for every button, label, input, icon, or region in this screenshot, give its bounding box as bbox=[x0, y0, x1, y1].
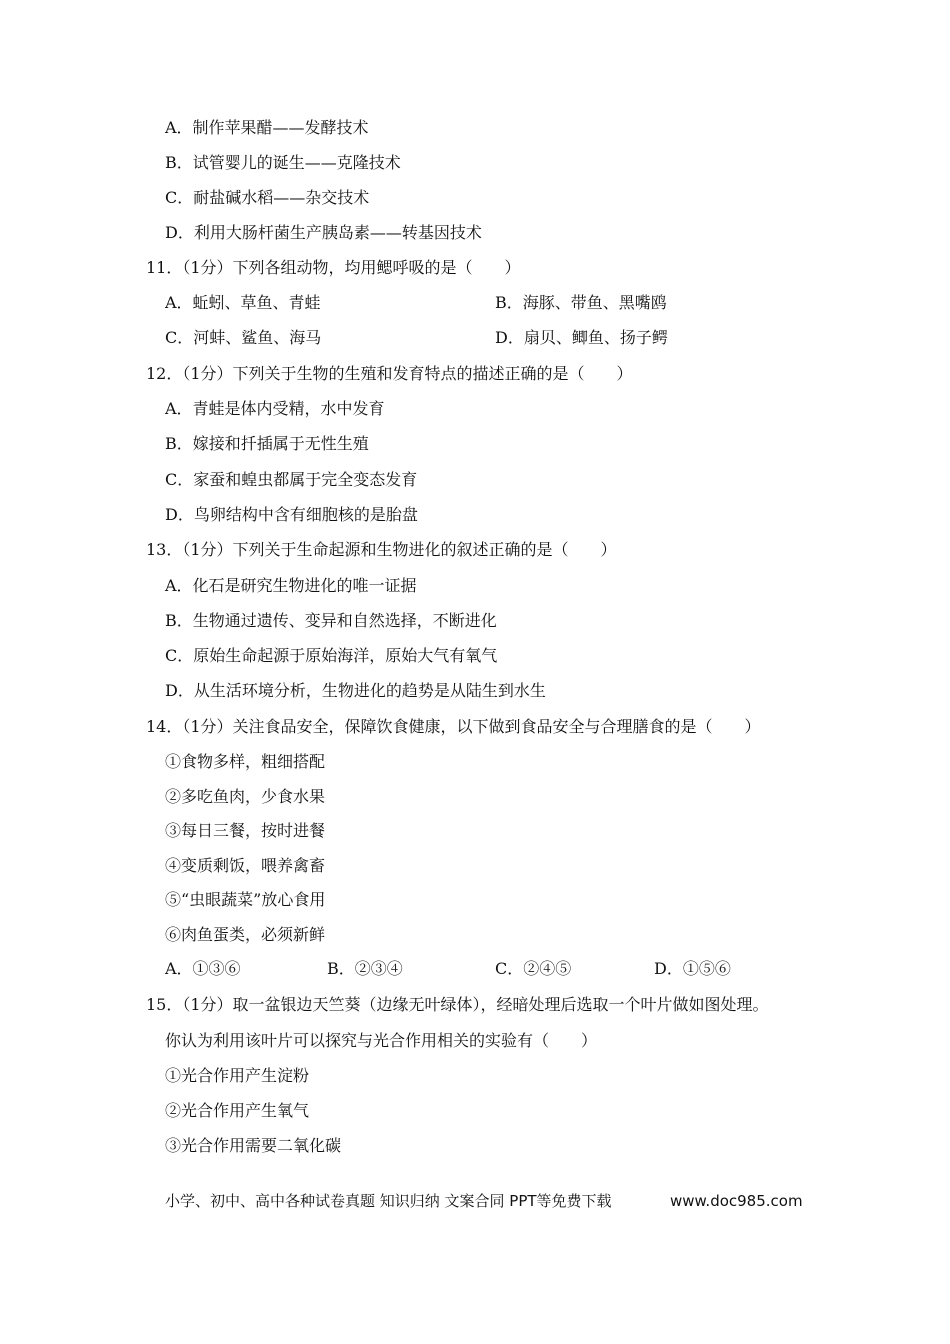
q13-stem: 13．（1分）下列关于生命起源和生物进化的叙述正确的是（ ） bbox=[146, 540, 617, 559]
q10-option-b: B．试管婴儿的诞生——克隆技术 bbox=[165, 153, 401, 172]
q12-stem: 12．（1分）下列关于生物的生殖和发育特点的描述正确的是（ ） bbox=[146, 364, 633, 383]
q14-item: ⑥肉鱼蛋类，必须新鲜 bbox=[165, 925, 326, 944]
q10-option-c: C．耐盐碱水稻——杂交技术 bbox=[165, 188, 370, 207]
q15-stem-line1: 15．（1分）取一盆银边天竺葵（边缘无叶绿体），经暗处理后选取一个叶片做如图处理。 bbox=[146, 995, 769, 1014]
q14-stem: 14．（1分）关注食品安全，保障饮食健康，以下做到食品安全与合理膳食的是（ ） bbox=[146, 717, 761, 736]
q14-item: ④变质剩饭，喂养禽畜 bbox=[165, 856, 326, 875]
q14-option-c: C．②④⑤ bbox=[495, 959, 572, 978]
q14-item: ⑤“虫眼蔬菜”放心食用 bbox=[165, 890, 326, 909]
q14-option-d: D．①⑤⑥ bbox=[654, 959, 731, 978]
q15-item: ②光合作用产生氧气 bbox=[165, 1101, 310, 1120]
q15-stem-line2: 你认为利用该叶片可以探究与光合作用相关的实验有（ ） bbox=[165, 1031, 598, 1050]
q15-item: ①光合作用产生淀粉 bbox=[165, 1066, 310, 1085]
q14-item: ②多吃鱼肉，少食水果 bbox=[165, 787, 326, 806]
q11-stem: 11．（1分）下列各组动物，均用鳃呼吸的是（ ） bbox=[146, 258, 521, 277]
footer-text: 小学、初中、高中各种试卷真题 知识归纳 文案合同 PPT等免费下载 bbox=[165, 1192, 612, 1210]
q10-option-d: D．利用大肠杆菌生产胰岛素——转基因技术 bbox=[165, 223, 482, 242]
q14-item: ①食物多样，粗细搭配 bbox=[165, 752, 326, 771]
q12-option-a: A．青蛙是体内受精，水中发育 bbox=[165, 399, 385, 418]
q13-option-b: B．生物通过遗传、变异和自然选择，不断进化 bbox=[165, 611, 497, 630]
q14-option-a: A．①③⑥ bbox=[165, 959, 241, 978]
footer-url[interactable]: www.doc985.com bbox=[670, 1192, 803, 1210]
q13-option-a: A．化石是研究生物进化的唯一证据 bbox=[165, 576, 417, 595]
q14-item: ③每日三餐，按时进餐 bbox=[165, 821, 326, 840]
q11-option-a: A．蚯蚓、草鱼、青蛙 bbox=[165, 293, 321, 312]
q12-option-d: D．鸟卵结构中含有细胞核的是胎盘 bbox=[165, 505, 418, 524]
q14-option-b: B．②③④ bbox=[327, 959, 403, 978]
q13-option-c: C．原始生命起源于原始海洋，原始大气有氧气 bbox=[165, 646, 498, 665]
q11-option-b: B．海豚、带鱼、黑嘴鸥 bbox=[495, 293, 667, 312]
q12-option-c: C．家蚕和蝗虫都属于完全变态发育 bbox=[165, 470, 418, 489]
q13-option-d: D．从生活环境分析，生物进化的趋势是从陆生到水生 bbox=[165, 681, 546, 700]
q10-option-a: A．制作苹果醋——发酵技术 bbox=[165, 118, 369, 137]
q11-option-c: C．河蚌、鲨鱼、海马 bbox=[165, 328, 322, 347]
q12-option-b: B．嫁接和扦插属于无性生殖 bbox=[165, 434, 369, 453]
q15-item: ③光合作用需要二氧化碳 bbox=[165, 1136, 342, 1155]
q11-option-d: D．扇贝、鲫鱼、扬子鳄 bbox=[495, 328, 668, 347]
